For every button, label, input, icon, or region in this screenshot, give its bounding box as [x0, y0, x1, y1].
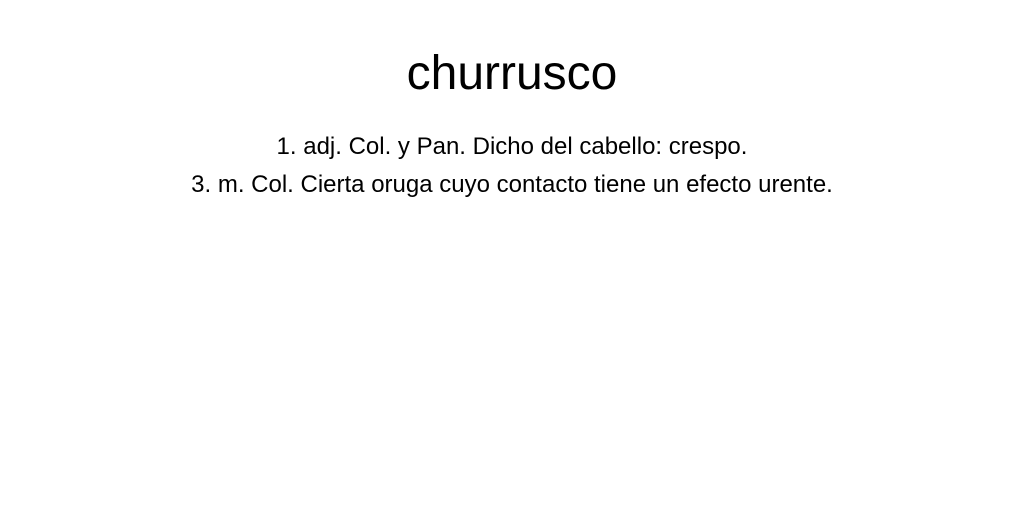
definition-item-1: 1. adj. Col. y Pan. Dicho del cabello: crespo.: [276, 133, 748, 160]
definition-item-3: 3. m. Col. Cierta oruga cuyo contacto tiene un efecto urente.: [191, 171, 833, 198]
entry-headword: churrusco: [406, 47, 618, 100]
definition-list: [0, 128, 1024, 204]
